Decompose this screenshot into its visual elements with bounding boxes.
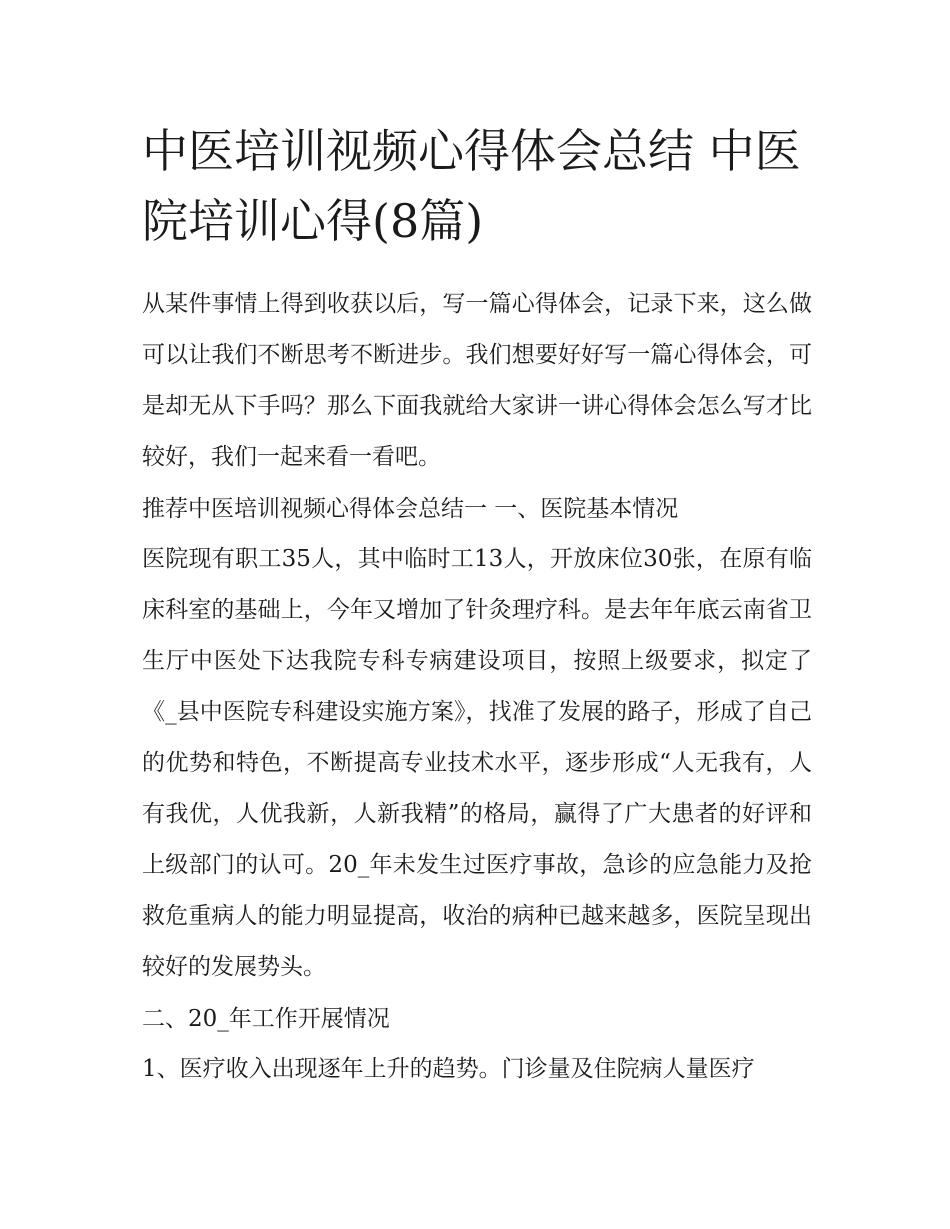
hospital-overview-paragraph: 医院现有职工35人，其中临时工13人，开放床位30张，在原有临床科室的基础上，今年又增加了针灸理疗科。是去年年底云南省卫生厅中医处下达我院专科专病建设项目，按照上级要求，拟定了《_县中医院专科建设实施方案》，找准了发展的路子，形成了自己的优势和特色，不断提高专业技术水平，逐步形成“人无我有，人有我优，人优我新，人新我精”的格局，赢得了广大患者的好评和上级部门的认可。20_年未发生过医疗事故，急诊的应急能力及抢救危重病人的能力明显提高，收治的病种已越来越多，医院呈现出较好的发展势头。 (142, 546, 812, 980)
intro-paragraph: 从某件事情上得到收获以后，写一篇心得体会，记录下来，这么做可以让我们不断思考不断进步。我们想要好好写一篇心得体会，可是却无从下手吗？那么下面我就给大家讲一讲心得体会怎么写才比较好，我们一起来看一看吧。 (142, 291, 812, 470)
section-heading-hospital-overview: 推荐中医培训视频心得体会总结一 一、医院基本情况 (142, 496, 679, 522)
medical-income-paragraph: 1、医疗收入出现逐年上升的趋势。门诊量及住院病人量医疗 (142, 1056, 755, 1082)
document-title: 中医培训视频心得体会总结 中医院培训心得(8篇) (142, 124, 801, 248)
section-heading-work-status: 二、20_年工作开展情况 (142, 1006, 390, 1032)
